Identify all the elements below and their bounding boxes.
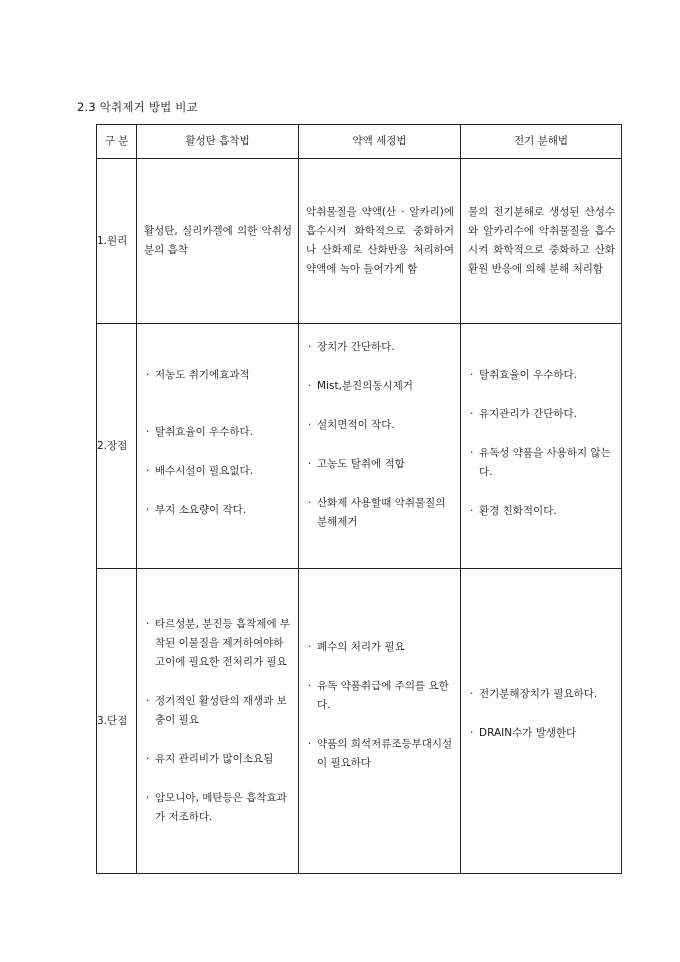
header-electrolysis: 전기 분해법 bbox=[461, 125, 622, 159]
row-label-disadvantages: 3.단점 bbox=[97, 569, 137, 874]
list-item: · 폐수의 처리가 필요 bbox=[308, 638, 454, 657]
list-item: · 탈취효율이 우수하다. bbox=[146, 423, 292, 442]
cell-disadvantages-electrolysis bbox=[461, 569, 622, 874]
comparison-table bbox=[96, 124, 622, 874]
section-title: 2.3 악취제거 방법 비교 bbox=[77, 100, 198, 114]
cell-text: 물의 전기분해로 생성된 산성수와 알카리수에 악취물질을 흡수시켜 화학적으로 중화하고 산화환원 반응에 의해 분해 처리함 bbox=[468, 206, 615, 275]
list-item: · 유독성 약품을 사용하지 않는다. bbox=[470, 444, 615, 482]
list-item: · 유지 관리비가 많이소요됨 bbox=[146, 750, 292, 769]
cell-text: 악취물질을 약액(산 · 알카리)에 흡수시켜 화학적으로 중화하거나 산화제로 산화반응 처리하여 약액에 녹아 들어가게 함 bbox=[306, 206, 454, 275]
list-item: · 환경 친화적이다. bbox=[470, 502, 615, 521]
header-chemical-scrubbing: 약액 세정법 bbox=[299, 125, 461, 159]
cell-advantages-electrolysis bbox=[461, 324, 622, 569]
list-item: · 약품의 희석저류조등부대시설이 필요하다 bbox=[308, 735, 454, 773]
list-item: · 산화제 사용할때 악취물질의 분해제거 bbox=[308, 494, 454, 532]
list-item: · 저농도 취기에효과적 bbox=[146, 366, 292, 385]
list-item: · 고농도 탈취에 적합 bbox=[308, 455, 454, 474]
cell-principle-electrolysis bbox=[461, 159, 622, 324]
list-item: · Mist,분진의동시제거 bbox=[308, 377, 454, 396]
list-item: · 암모니아, 메탄등은 흡착효과가 저조하다. bbox=[146, 789, 292, 827]
cell-principle-carbon bbox=[137, 159, 299, 324]
list-item: · 전기분해장치가 필요하다. bbox=[470, 685, 615, 704]
header-activated-carbon: 활성탄 흡착법 bbox=[137, 125, 299, 159]
list-item: · 부지 소요량이 작다. bbox=[146, 501, 292, 520]
row-advantages bbox=[97, 324, 622, 569]
row-principle bbox=[97, 159, 622, 324]
row-disadvantages bbox=[97, 569, 622, 874]
cell-advantages-chemical bbox=[299, 324, 461, 569]
header-division: 구 분 bbox=[97, 125, 137, 159]
list-item: · DRAIN수가 발생한다 bbox=[470, 724, 615, 743]
list-item: · 타르성분, 분진등 흡착제에 부착된 이물질을 제거하여야하고이에 필요한 전처리가 필요 bbox=[146, 615, 292, 672]
cell-advantages-carbon bbox=[137, 324, 299, 569]
list-item: · 설치면적이 작다. bbox=[308, 416, 454, 435]
row-label-advantages: 2.장점 bbox=[97, 324, 137, 569]
list-item: · 탈취효율이 우수하다. bbox=[470, 366, 615, 385]
cell-principle-chemical bbox=[299, 159, 461, 324]
list-item: · 유지관리가 간단하다. bbox=[470, 405, 615, 424]
list-item: · 장치가 간단하다. bbox=[308, 338, 454, 357]
header-row bbox=[97, 125, 622, 159]
list-item: · 유독 약품취급에 주의를 요한다. bbox=[308, 677, 454, 715]
row-label-principle: 1.원리 bbox=[97, 159, 137, 324]
list-item: · 정기적인 활성탄의 재생과 보충이 필요 bbox=[146, 692, 292, 730]
list-item: · 배수시설이 필요없다. bbox=[146, 462, 292, 481]
cell-text: 활성탄, 실리카겔에 의한 악취성분의 흡착 bbox=[144, 225, 292, 256]
cell-disadvantages-chemical bbox=[299, 569, 461, 874]
cell-disadvantages-carbon bbox=[137, 569, 299, 874]
